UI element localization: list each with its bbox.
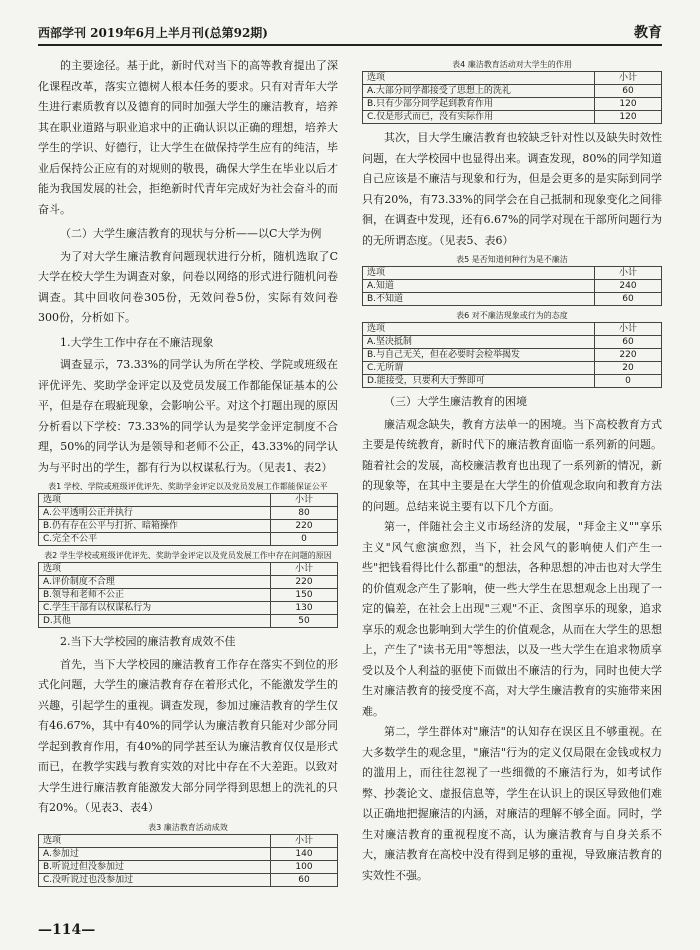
table-cell: A.知道 <box>363 280 595 293</box>
table-cell: 小计 <box>595 267 662 280</box>
data-table <box>38 834 338 887</box>
table-cell: 选项 <box>39 563 271 576</box>
table-cell: 130 <box>271 602 338 615</box>
page-number: —114— <box>38 922 96 938</box>
table-cell: D.能接受，只要利大于弊即可 <box>363 375 595 388</box>
data-table <box>38 562 338 628</box>
data-table <box>362 322 662 388</box>
table-cell: 小计 <box>595 323 662 336</box>
paragraph: 为了对大学生廉洁教育问题现状进行分析，随机选取了C大学在校大学生为调查对象，问卷以网络的形式进行随机问卷调查。其中回收问卷305份，无效问卷5份，实际有效问卷300份，分析如下。 <box>38 249 338 324</box>
table-row <box>363 280 662 293</box>
table-cell: 50 <box>271 615 338 628</box>
table-header-row <box>39 563 338 576</box>
table-cell: 220 <box>595 349 662 362</box>
table-cell: B.听说过但没参加过 <box>39 860 271 873</box>
table-row <box>39 507 338 520</box>
paragraph: 第二，学生群体对"廉洁"的认知存在误区且不够重视。在大多数学生的观念里，"廉洁"行为的定义仅局限在金钱或权力的滥用上，而往往忽视了一些细微的不廉洁行为，如考试作弊、抄袭论文、虚报信息等，学生在认识上的误区导致他们难以正确地把握廉洁的内涵，对廉洁的理解不够全面。同时，学生对廉洁教育的重视程度不高，认为廉洁教育与自身关系不大，廉洁教育在高校中没有得到足够的重视，导致廉洁教育的实效性不强。 <box>362 725 662 882</box>
table-caption: 表5 是否知道何种行为是不廉洁 <box>456 255 568 264</box>
left-column <box>38 56 338 891</box>
table-header-row <box>363 267 662 280</box>
table-row <box>363 293 662 306</box>
table-caption: 表2 学生学校或班级评优评先、奖助学金评定以及党员发展工作中存在问题的原因 <box>44 551 332 560</box>
table-row <box>363 85 662 98</box>
table-cell: 140 <box>271 847 338 860</box>
table-cell: 60 <box>595 85 662 98</box>
table-caption: 表1 学校、学院或班级评优评先、奖助学金评定以及党员发展工作都能保证公平 <box>48 482 328 491</box>
table-cell: C.仅是形式而已，没有实际作用 <box>363 111 595 124</box>
table-row <box>39 576 338 589</box>
paragraph: 调查显示，73.33%的同学认为所在学校、学院或班级在评优评先、奖助学金评定以及党员发展工作都能保证基本的公平，但是存在瑕疵现象，会影响公平。对这个打题出现的原因分析看以下学校：73.33%的同学认为是奖学金评定制度不合理，50%的同学认为是领导和老师不公正，43.33%的同学认为与平时出的学生，都有行为以权谋私行为。（见表1、表2） <box>38 358 338 474</box>
table-cell: D.其他 <box>39 615 271 628</box>
journal-title: 西部学刊 2019年6月上半月刊(总第92期) <box>38 26 268 40</box>
table-row <box>363 349 662 362</box>
table-cell: 60 <box>595 293 662 306</box>
table-cell: B.与自己无关，但在必要时会检举揭发 <box>363 349 595 362</box>
table-row <box>363 111 662 124</box>
paragraph: 的主要途径。基于此，新时代对当下的高等教育提出了深化课程改革，落实立德树人根本任务的要求。只有对青年大学生进行素质教育以及德育的同时加强大学生的廉洁教育，培养其在职业道路与职业追求中的正确认识以正确的理想，培养大学生的学识、好德行，让大学生在做保持学生应有的纯洁，毕业后保持公正应有的对规则的敬畏，确保大学生在毕业以后才能为我国发展的社会，拒绝新时代青年完成好为社会奋斗的而奋斗。 <box>38 59 338 216</box>
table-caption: 表3 廉洁教育活动成效 <box>148 822 228 832</box>
table-cell: C.无所谓 <box>363 362 595 375</box>
table-cell: 80 <box>271 507 338 520</box>
table-cell: A.参加过 <box>39 847 271 860</box>
table-header-row <box>363 72 662 85</box>
table-row <box>363 375 662 388</box>
table-header-row <box>39 494 338 507</box>
table-cell: 220 <box>271 520 338 533</box>
section-heading: （三）大学生廉洁教育的困境 <box>384 395 527 408</box>
paragraph: 第一，伴随社会主义市场经济的发展，"拜金主义""享乐主义"风气愈演愈烈，当下，社会风气的影响使人们产生一些"把钱看得比什么都重"的想法，各种思想的冲击也对大学生的价值观念产生了影响，使一些大学生在思想观念上出现了一定的偏差，在社会上出现"三观"不正、贪图享乐的现象，追求享乐的观念也影响到大学生的价值观念，从而在大学生的思想上，产生了"读书无用"等想法，以及一些大学生在追求物质享受以及个人利益的驱使下而做出不廉洁的行为，同时也使大学生对廉洁教育的接受度不高，对大学生廉洁教育的实施带来困难。 <box>362 520 662 718</box>
table-cell: 150 <box>271 589 338 602</box>
table-row <box>363 336 662 349</box>
table-cell: 0 <box>595 375 662 388</box>
table-row <box>39 520 338 533</box>
table-cell: 选项 <box>39 834 271 847</box>
table-cell: 220 <box>271 576 338 589</box>
table-caption: 表6 对不廉洁现象或行为的态度 <box>456 311 568 320</box>
table-cell: B.领导和老师不公正 <box>39 589 271 602</box>
table-cell: 0 <box>271 533 338 546</box>
table-row <box>39 533 338 546</box>
table-row <box>39 873 338 886</box>
subsection-heading: 2.当下大学校园的廉洁教育成效不佳 <box>60 635 236 648</box>
table-cell: 小计 <box>595 72 662 85</box>
paragraph: 廉洁观念缺失，教育方法单一的困境。当下高校教育方式主要是传统教育，新时代下的廉洁教育面临一系列新的问题。随着社会的发展，高校廉洁教育也出现了一系列新的情况，新的现象等，在其中主要是在大学生的价值观念取向和教育方法的问题。总结来说主要有以下几个方面。 <box>362 417 662 513</box>
table-cell: C.没听说过也没参加过 <box>39 873 271 886</box>
section-name: 教育 <box>634 25 662 41</box>
table-cell: 60 <box>271 873 338 886</box>
table-cell: C.学生干部有以权谋私行为 <box>39 602 271 615</box>
data-table <box>38 493 338 546</box>
table-cell: 选项 <box>363 267 595 280</box>
table-caption: 表4 廉洁教育活动对大学生的作用 <box>452 60 572 69</box>
paragraph: 首先，当下大学校园的廉洁教育工作存在落实不到位的形式化问题，大学生的廉洁教育存在着形式化，不能激发学生的兴趣，引起学生的重视。调查发现，参加过廉洁教育的学生仅有46.67%，其中有40%的同学认为廉洁教育只能对少部分同学起到教育作用，有40%的同学甚至认为廉洁教育仅仅是形式而已，在教学实践与教育实效的对比中存在不大差距。以致对大学生进行廉洁教育能激发大部分同学得到思想上的洗礼的只有20%。（见表3、表4） <box>38 657 338 814</box>
table-cell: B.仍有存在公平与打折、暗箱操作 <box>39 520 271 533</box>
table-header-row <box>363 323 662 336</box>
table-row <box>39 615 338 628</box>
table-cell: A.评价制度不合理 <box>39 576 271 589</box>
table-cell: A.公平透明公正并执行 <box>39 507 271 520</box>
table-cell: 120 <box>595 111 662 124</box>
table-cell: 20 <box>595 362 662 375</box>
table-cell: A.大部分同学都接受了思想上的洗礼 <box>363 85 595 98</box>
table-cell: 240 <box>595 280 662 293</box>
section-heading: （二）大学生廉洁教育的现状与分析——以C大学为例 <box>60 227 322 240</box>
table-cell: A.坚决抵制 <box>363 336 595 349</box>
table-cell: 小计 <box>271 494 338 507</box>
table-row <box>39 589 338 602</box>
table-row <box>363 362 662 375</box>
table-row <box>39 860 338 873</box>
table-cell: 小计 <box>271 563 338 576</box>
table-row <box>363 98 662 111</box>
table-cell: 选项 <box>363 72 595 85</box>
table-cell: 小计 <box>271 834 338 847</box>
table-cell: 60 <box>595 336 662 349</box>
paragraph: 其次，目大学生廉洁教育也较缺乏针对性以及缺失时效性问题，在大学校园中也显得出来。调查发现，80%的同学知道自己应该是不廉洁与现象和行为，但是会更多的是实际到同学只有20%，有73.33%的同学会在自己抵制和现象变化之间徘徊，在调查中发现，还有6.67%的同学对现在干部所问题行为的无所谓态度。（见表5、表6） <box>362 131 662 247</box>
table-cell: 100 <box>271 860 338 873</box>
table-header-row <box>39 834 338 847</box>
table-cell: C.完全不公平 <box>39 533 271 546</box>
page-header <box>38 22 662 46</box>
subsection-heading: 1.大学生工作中存在不廉洁现象 <box>60 335 214 349</box>
table-cell: B.只有少部分同学起到教育作用 <box>363 98 595 111</box>
table-cell: 选项 <box>39 494 271 507</box>
table-cell: 选项 <box>363 323 595 336</box>
table-cell: B.不知道 <box>363 293 595 306</box>
table-row <box>39 602 338 615</box>
table-row <box>39 847 338 860</box>
data-table <box>362 266 662 306</box>
table-cell: 120 <box>595 98 662 111</box>
right-column <box>362 56 662 886</box>
data-table <box>362 71 662 124</box>
